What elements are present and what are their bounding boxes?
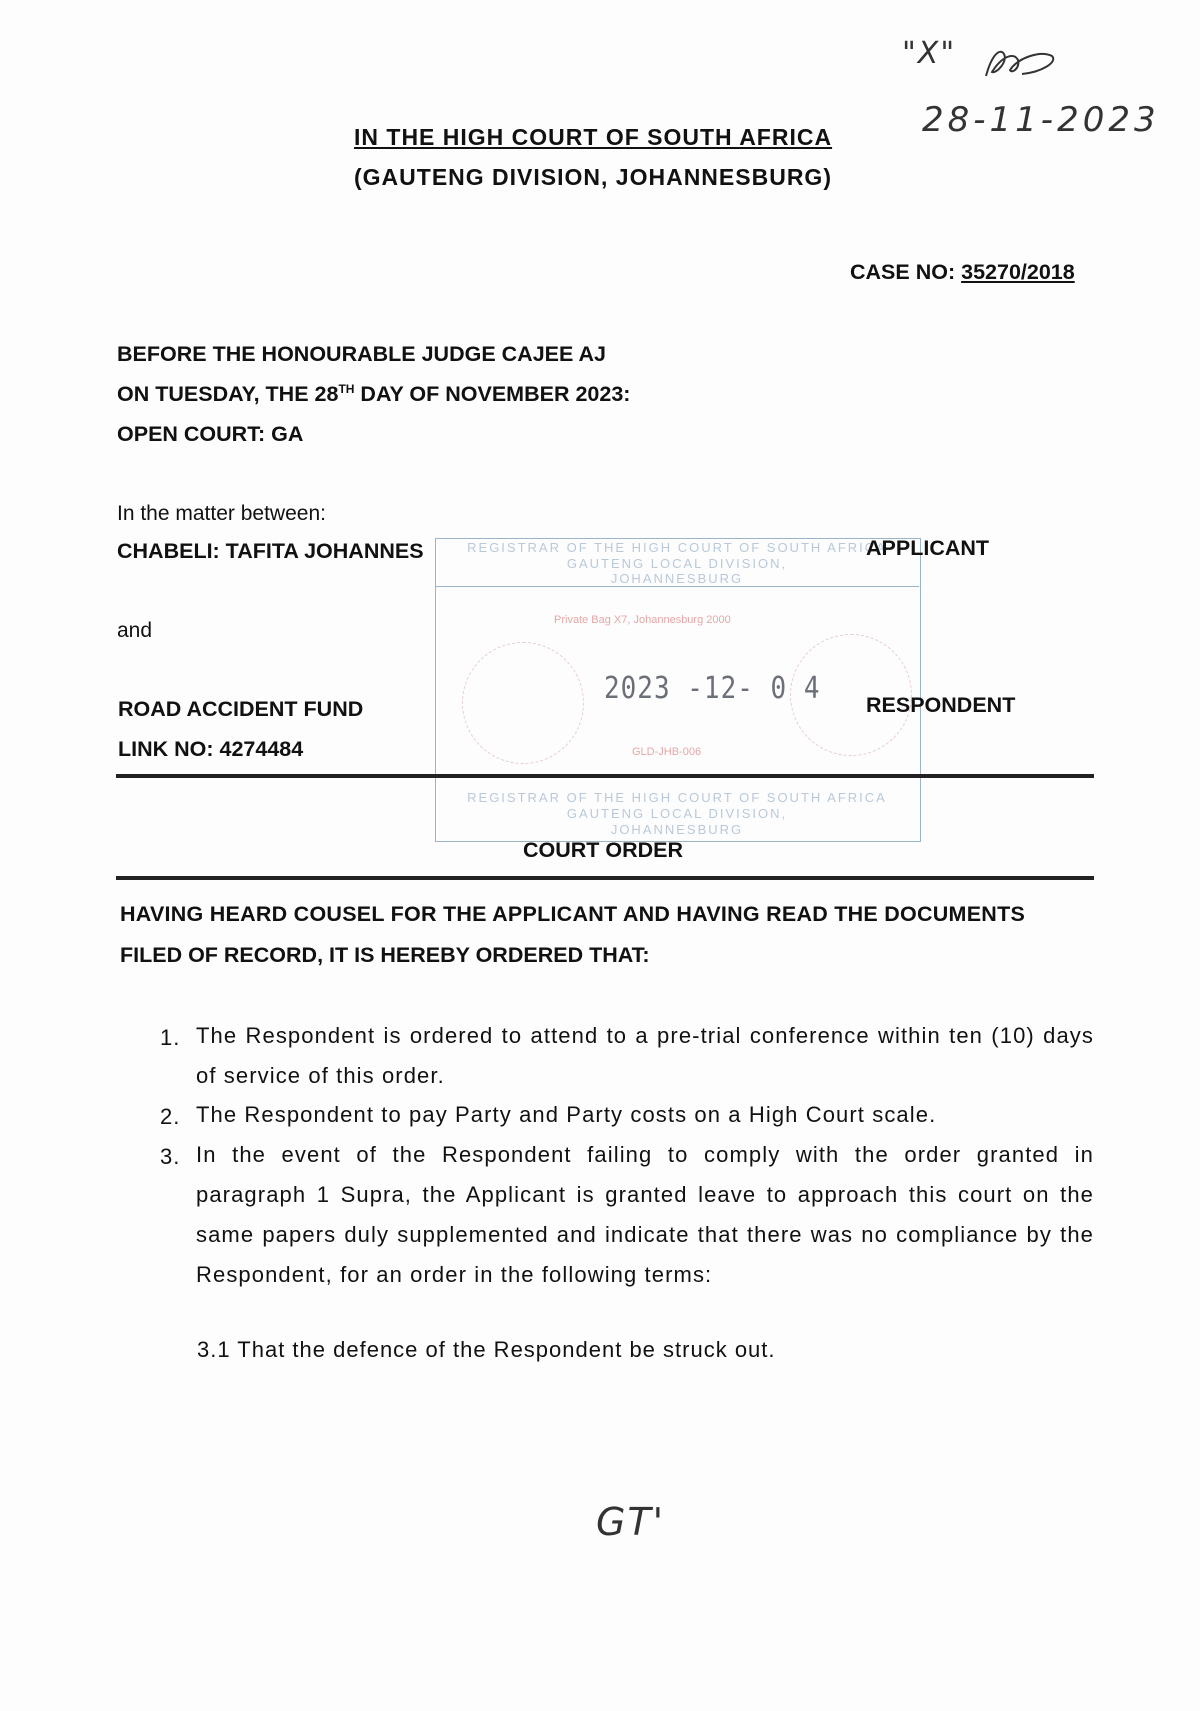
matter-between-label: In the matter between: — [117, 502, 326, 525]
coram-open-court: OPEN COURT: GA — [117, 422, 304, 446]
link-number: LINK NO: 4274484 — [118, 737, 304, 761]
coram-date-sup: TH — [338, 382, 355, 396]
respondent-role: RESPONDENT — [866, 693, 1016, 717]
paragraph-2-text: The Respondent to pay Party and Party costs on a High Court scale. — [196, 1102, 937, 1127]
court-order-title: COURT ORDER — [523, 838, 684, 862]
court-division-heading: (GAUTENG DIVISION, JOHANNESBURG) — [354, 164, 832, 190]
paragraph-1-number: 1. — [160, 1025, 181, 1050]
stamp-registrar-line-2: REGISTRAR OF THE HIGH COURT OF SOUTH AFRICA — [467, 790, 887, 805]
coram-date-post: DAY OF NOVEMBER 2023: — [354, 382, 631, 407]
handwritten-exhibit-mark: "X" — [902, 36, 957, 71]
stamp-inner-frame — [435, 586, 919, 587]
parties-and: and — [117, 619, 153, 642]
applicant-role: APPLICANT — [866, 536, 990, 560]
coram-judge: BEFORE THE HONOURABLE JUDGE CAJEE AJ — [117, 342, 606, 366]
stamp-division-line-2: GAUTENG LOCAL DIVISION, — [566, 806, 788, 821]
paragraph-3-text: In the event of the Respondent failing to comply with the order granted in paragraph 1 Supra, the Applicant is granted leave to approach this court on the same papers duly supplemented and indicate that there was no compliance by the Respondent, for an order in the following terms: — [196, 1142, 1094, 1287]
stamp-division-line: GAUTENG LOCAL DIVISION, — [566, 556, 788, 571]
sub-paragraph-3-1: 3.1 That the defence of the Respondent be struck out. — [197, 1337, 776, 1362]
preamble-line-1: HAVING HEARD COUSEL FOR THE APPLICANT AND HAVING READ THE DOCUMENTS — [120, 902, 1026, 926]
coram-date — [117, 382, 630, 407]
case-number-label: CASE NO: — [850, 260, 956, 284]
paragraph-1-text: The Respondent is ordered to attend to a pre-trial conference within ten (10) days of service of this order. — [196, 1023, 1094, 1088]
case-number — [850, 260, 1075, 285]
paragraph-2-number: 2. — [160, 1104, 181, 1129]
preamble-line-2: FILED OF RECORD, IT IS HEREBY ORDERED THAT: — [120, 943, 650, 967]
handwritten-date: 28-11-2023 — [922, 100, 1160, 140]
stamp-seal-left — [462, 642, 584, 764]
stamp-registrar-line: REGISTRAR OF THE HIGH COURT OF SOUTH AFRICA — [467, 540, 887, 555]
handwritten-bottom-initials: GT' — [596, 1500, 666, 1544]
stamp-city-line-2: JOHANNESBURG — [610, 822, 744, 837]
stamp-code: GLD-JHB-006 — [632, 746, 702, 758]
stamp-city-line: JOHANNESBURG — [610, 571, 744, 586]
stamp-date: 2023 -12- 0 4 — [604, 671, 821, 707]
bottom-rule — [116, 876, 1094, 880]
case-number-value: 35270/2018 — [961, 260, 1075, 284]
stamp-private-bag: Private Bag X7, Johannesburg 2000 — [554, 614, 731, 626]
applicant-name: CHABELI: TAFITA JOHANNES — [117, 539, 424, 563]
court-name-heading: IN THE HIGH COURT OF SOUTH AFRICA — [354, 124, 833, 150]
paragraph-3-number: 3. — [160, 1144, 181, 1169]
respondent-name: ROAD ACCIDENT FUND — [118, 697, 364, 721]
coram-date-pre: ON TUESDAY, THE 28 — [117, 382, 339, 407]
handwritten-initials-signature — [982, 44, 1060, 84]
top-rule — [116, 774, 1094, 778]
